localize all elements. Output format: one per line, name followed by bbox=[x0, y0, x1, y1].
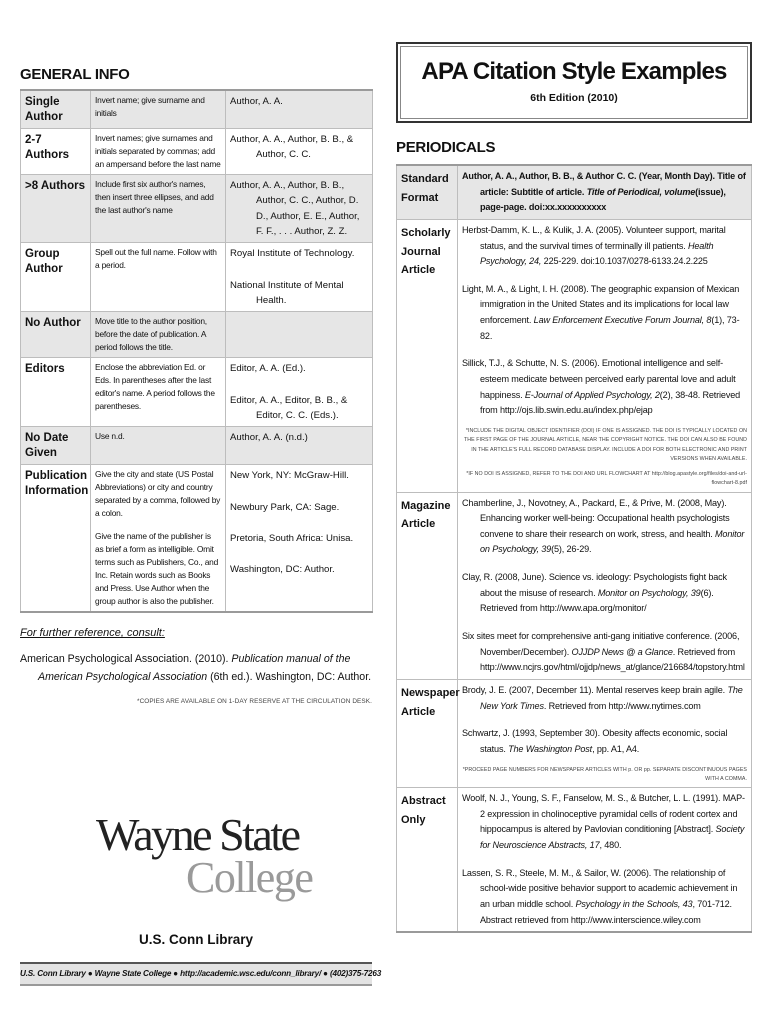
reference-entry: Sillick, T.J., & Schutte, N. S. (2006). Emotional intelligence and self-esteem medicate between perceived early parental love and adult happiness. E-Journal of Applied Psychology, 2(2), 38-48. Retrieved from http://ojs.lib.swin.edu.au/index.php/ejap bbox=[462, 358, 741, 416]
rule-text: Give the city and state (US Postal Abbreviations) or city and country separated by a comma, followed by a colon. bbox=[95, 469, 221, 519]
doi-note: *INCLUDE THE DIGITAL OBJECT IDENTIFIER (DOI) IF ONE IS ASSIGNED. THE DOI IS TYPICALLY LOCATED ON THE FIRST PAGE OF THE JOURNAL ARTICLE, NEAR THE COPYRIGHT NOTICE. THE DOI CAN ALSO BE FOUND IN THE ARTICLE'S FULL RECORD DATABASE DISPLAY. INCLUDE A DOI FOR BOTH ELECTRONIC AND PRINT VERSIONS WHEN AVAILABLE. bbox=[464, 427, 747, 462]
rule-cell bbox=[91, 358, 226, 427]
reference-entry: Clay, R. (2008, June). Science vs. ideology: Psychologists fight back about the misuse of research. Monitor on Psychology, 39(6). Retrieved from http://www.apa.org/monitor/ bbox=[462, 572, 727, 614]
example-text: Author, A. A. bbox=[230, 96, 283, 107]
table-row bbox=[397, 219, 752, 492]
row-label-scholarly: Scholarly Journal Article bbox=[397, 219, 458, 492]
row-label: Group Author bbox=[21, 243, 91, 312]
table-row bbox=[397, 492, 752, 679]
rule-text: Include first six author's names, then insert three ellipses, and add the last author's name bbox=[95, 178, 214, 215]
standard-format-cell bbox=[458, 165, 752, 219]
page-title: APA Citation Style Examples bbox=[421, 58, 727, 85]
rule-cell bbox=[91, 243, 226, 312]
rule-text: Enclose the abbreviation Ed. or Eds. In parentheses after the last editor's name. A period follows the parentheses. bbox=[95, 362, 215, 412]
example-text: Pretoria, South Africa: Unisa. bbox=[230, 532, 354, 544]
rule-text: Use n.d. bbox=[95, 431, 125, 442]
library-name: U.S. Conn Library bbox=[138, 932, 253, 947]
table-row bbox=[21, 427, 373, 465]
example-cell bbox=[226, 427, 373, 465]
example-cell bbox=[226, 128, 373, 174]
periodicals-section bbox=[396, 42, 752, 933]
rule-text: Invert names; give surnames and initials separated by commas; add an ampersand before the last name bbox=[95, 132, 221, 169]
magazine-cell bbox=[458, 492, 752, 679]
example-text: Royal Institute of Technology. bbox=[230, 248, 355, 260]
doi-flowchart-note: *IF NO DOI IS ASSIGNED, REFER TO THE DOI AND URL FLOWCHART AT http://blog.apastyle.org/files/doi-and-url-flowchart-8.pdf bbox=[466, 471, 747, 487]
table-row bbox=[397, 788, 752, 933]
copies-note: *COPIES ARE AVAILABLE ON 1-DAY RESERVE AT THE CIRCULATION DESK. bbox=[136, 698, 372, 706]
table-row bbox=[21, 174, 373, 242]
newspaper-note: *PROCEED PAGE NUMBERS FOR NEWSPAPER ARTICLES WITH p. OR pp. SEPARATE DISCONTINUOUS PAGES WITH A COMMA. bbox=[462, 766, 747, 782]
further-reference-label: For further reference, consult: bbox=[20, 627, 165, 640]
row-label: Editors bbox=[21, 358, 91, 427]
table-row bbox=[21, 128, 373, 174]
logo-wayne-state: Wayne State bbox=[96, 809, 299, 860]
rule-text: Spell out the full name. Follow with a period. bbox=[95, 247, 217, 271]
table-row bbox=[21, 465, 373, 613]
periodicals-table bbox=[396, 164, 752, 933]
row-label: Publication Information bbox=[21, 465, 91, 613]
logo-college: College bbox=[186, 853, 313, 902]
example-cell bbox=[226, 358, 373, 427]
reference-entry: Chamberline, J., Novotney, A., Packard, E., & Prive, M. (2008, May). Enhancing worker well-being: Occupational health psychologists convene to share their research on work, stress, and health. Monitor on Psychology, 39(5), 26-29. bbox=[462, 497, 745, 555]
row-label: >8 Authors bbox=[21, 174, 91, 242]
reference-entry: Woolf, N. J., Young, S. F., Fanselow, M. S., & Butcher, L. L. (1991). MAP-2 expression in cholinoceptive pyramidal cells of rodent cortex and hippocampus is altered by Pavlovian conditioning [Abstract]. Society for Neuroscience Abstracts, 17, 480. bbox=[462, 793, 745, 850]
table-row bbox=[21, 312, 373, 358]
rule-text: Invert name; give surname and initials bbox=[95, 95, 205, 119]
reference-entry: Six sites meet for comprehensive anti-gang initiative conference. (2006, November/December). OJJDP News @ a Glance. Retrieved from http://www.ncjrs.gov/html/ojjdp/news_at/glance/216684/topstory.html bbox=[462, 631, 745, 673]
row-label: No Date Given bbox=[21, 427, 91, 465]
table-row bbox=[397, 679, 752, 787]
abstract-cell bbox=[458, 788, 752, 933]
row-label: 2-7 Authors bbox=[21, 128, 91, 174]
general-info-table bbox=[20, 89, 373, 613]
table-row bbox=[397, 165, 752, 219]
table-row bbox=[21, 90, 373, 128]
general-info-heading: GENERAL INFO bbox=[20, 66, 130, 83]
example-text: Newbury Park, CA: Sage. bbox=[230, 501, 340, 513]
reference-entry: Brody, J. E. (2007, December 11). Mental reserves keep brain agile. The New York Times. Retrieved from http://www.nytimes.com bbox=[462, 684, 743, 711]
table-row bbox=[21, 358, 373, 427]
rule-cell bbox=[91, 312, 226, 358]
rule-cell bbox=[91, 427, 226, 465]
title-box bbox=[396, 42, 752, 123]
example-text: National Institute of Mental Health. bbox=[230, 279, 344, 306]
example-text: Author, A. A. (n.d.) bbox=[230, 432, 308, 444]
reference-entry: Light, M. A., & Light, I. H. (2008). The geographic expansion of Mexican immigration in the United States and its implications for local law enforcement. Law Enforcement Executive Forum Journal, 8(1), 73-82. bbox=[462, 283, 740, 341]
row-label: No Author bbox=[21, 312, 91, 358]
row-label-magazine: Magazine Article bbox=[397, 492, 458, 679]
reference-entry: Lassen, S. R., Steele, M. M., & Sailor, W. (2006). The relationship of school-wide positive behavior support to academic achievement in an urban middle school. Psychology in the Schools, 43, 701-712. Abstract retrieved from http://www.interscience.wiley.com bbox=[462, 867, 738, 925]
rule-cell bbox=[91, 465, 226, 613]
example-text: Editor, A. A. (Ed.). bbox=[230, 363, 306, 375]
example-cell bbox=[226, 465, 373, 613]
rule-cell bbox=[91, 174, 226, 242]
row-label-newspaper: Newspaper Article bbox=[397, 679, 458, 787]
row-label-abstract: Abstract Only bbox=[397, 788, 458, 933]
wayne-state-college-logo bbox=[96, 808, 313, 926]
apa-manual-reference: American Psychological Association. (2010). Publication manual of the American Psychological Association (6th ed.). Washington, DC: Author. bbox=[20, 653, 372, 683]
row-label: Single Author bbox=[21, 90, 91, 128]
standard-format-text: Author, A. A., Author, B. B., & Author C. C. (Year, Month Day). Title of article: Subtitle of article. Title of Periodical, volume(issue), page-page. doi:xx.xxxxxxxxxx bbox=[462, 171, 746, 213]
example-cell bbox=[226, 90, 373, 128]
example-cell bbox=[226, 312, 373, 358]
table-row bbox=[21, 243, 373, 312]
periodicals-heading: PERIODICALS bbox=[396, 139, 496, 156]
example-text: Author, A. A., Author, B. B., Author, C. C., Author, D. D., Author, E. E., Author, F. F., . . . Author, Z. Z. bbox=[230, 179, 360, 237]
reference-entry: Herbst-Damm, K. L., & Kulik, J. A. (2005). Volunteer support, marital status, and the survival times of terminally ill patients. Health Psychology, 24, 225-229. doi:10.1037/0278-6133.24.2.225 bbox=[462, 224, 726, 267]
scholarly-cell bbox=[458, 219, 752, 492]
example-text: Washington, DC: Author. bbox=[230, 564, 335, 576]
rule-cell bbox=[91, 128, 226, 174]
example-text: Author, A. A., Author, B. B., & Author, C. C. bbox=[230, 133, 354, 161]
rule-cell bbox=[91, 90, 226, 128]
example-cell bbox=[226, 174, 373, 242]
footer-contact-bar: U.S. Conn Library ● Wayne State College ● http://academic.wsc.edu/conn_library/ ● (402)375-7263 bbox=[20, 962, 372, 986]
example-text: New York, NY: McGraw-Hill. bbox=[230, 470, 349, 482]
example-cell bbox=[226, 243, 373, 312]
newspaper-cell bbox=[458, 679, 752, 787]
general-info-section bbox=[20, 66, 372, 705]
edition-subtitle: 6th Edition (2010) bbox=[530, 92, 618, 104]
row-label-standard-format: Standard Format bbox=[397, 165, 458, 219]
example-text: Editor, A. A., Editor, B. B., & Editor, C. C. (Eds.). bbox=[230, 394, 348, 422]
reference-entry: Schwartz, J. (1993, September 30). Obesity affects economic, social status. The Washington Post, pp. A1, A4. bbox=[462, 728, 728, 754]
rule-text: Give the name of the publisher is as brief a form as intelligible. Omit terms such as Publishers, Co., and Inc. Retain words such as Books and Press. Use Author when the group author is also the publisher. bbox=[95, 531, 219, 607]
rule-text: Move title to the author position, before the date of publication. A period follows the title. bbox=[95, 316, 207, 353]
